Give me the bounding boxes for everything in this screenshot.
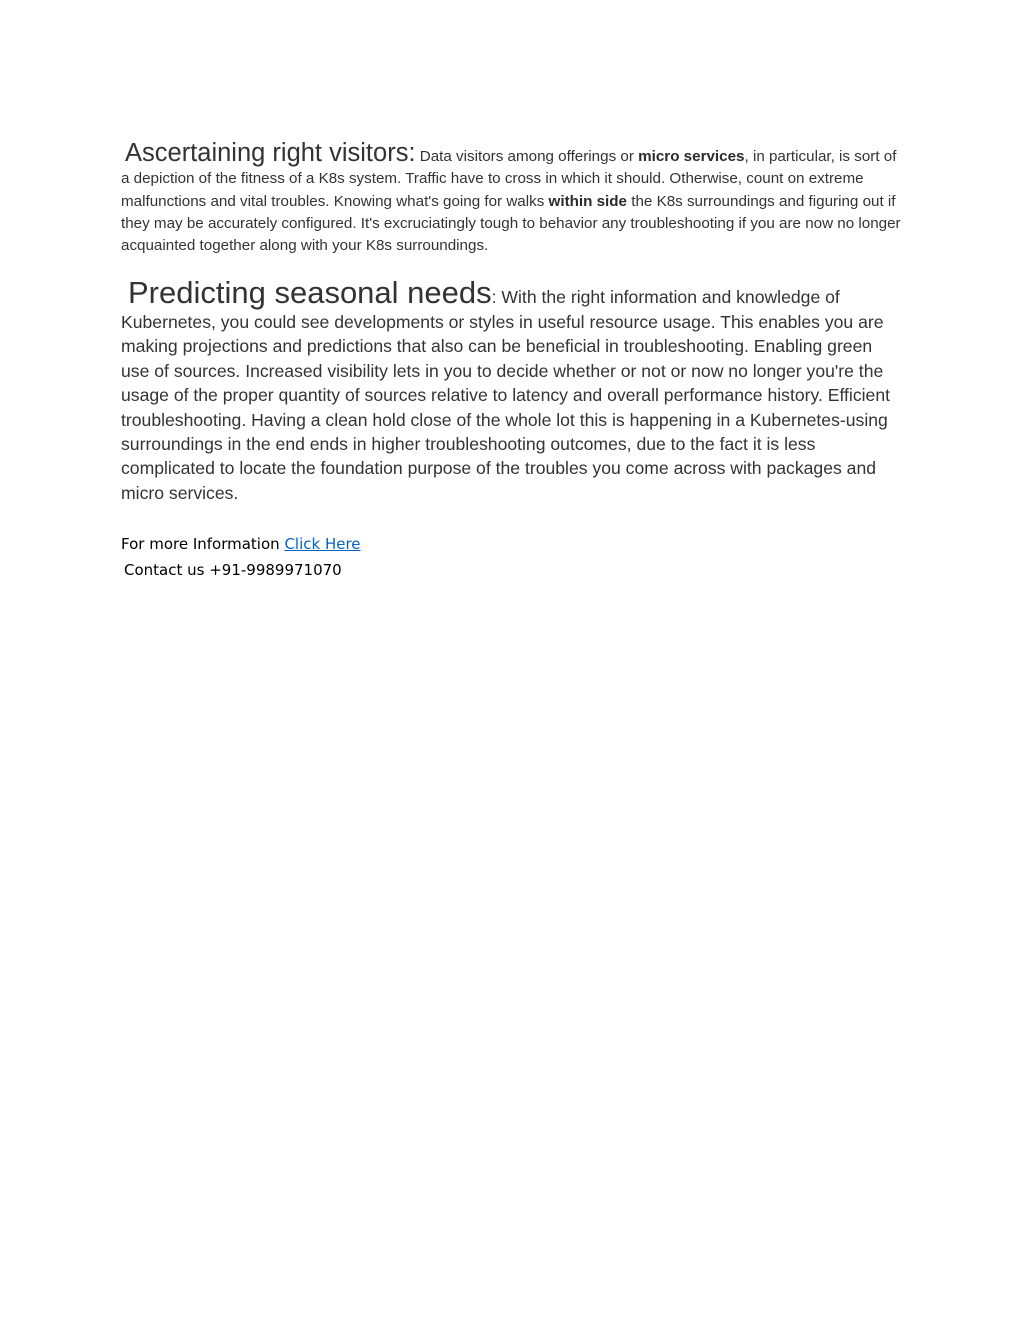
paragraph-text: the K8s surroundings and figuring out if they may be accurately configured. It's excruciatingly tough to behavior any troubleshooting if you are now no longer acquainted together along with your K8s surroundings. xyxy=(121,192,901,255)
footer xyxy=(121,531,901,583)
paragraph-text: , in particular, is sort of a depiction of the fitness of a K8s system. Traffic have to cross in which it should. Otherwise, count on extreme malfunctions and vital troubles. Knowing what's going for walks xyxy=(121,148,897,210)
paragraph-ascertaining-visitors xyxy=(121,139,901,257)
paragraph-text: Data visitors among offerings or xyxy=(415,148,639,165)
paragraph-seasonal-needs xyxy=(121,275,901,505)
click-here-link[interactable]: Click Here xyxy=(284,535,361,554)
bold-term-within-side: within side xyxy=(548,192,628,210)
bold-term-micro-services: micro services xyxy=(638,148,745,165)
section-heading-predicting: Predicting seasonal needs xyxy=(128,275,492,311)
more-info-label: For more Information xyxy=(121,535,285,554)
more-info-line xyxy=(121,531,901,557)
document-body xyxy=(121,139,901,583)
section-heading-ascertaining: Ascertaining right visitors: xyxy=(125,139,416,167)
paragraph-text: : With the right information and knowledge of Kubernetes, you could see developments or styles in useful resource usage. This enables you are making projections and predictions that also can be beneficial in troubleshooting. Enabling green use of sources. Increased visibility lets in you to decide whether or not or now no longer you're the usage of the proper quantity of sources relative to latency and overall performance history. Efficient troubleshooting. Having a clean hold close of the whole lot this is happening in a Kubernetes-using surroundings in the end ends in higher troubleshooting outcomes, due to the fact it is less complicated to locate the foundation purpose of the troubles you come across with packages and micro services. xyxy=(121,287,891,503)
contact-line: Contact us +91-9989971070 xyxy=(124,561,342,580)
